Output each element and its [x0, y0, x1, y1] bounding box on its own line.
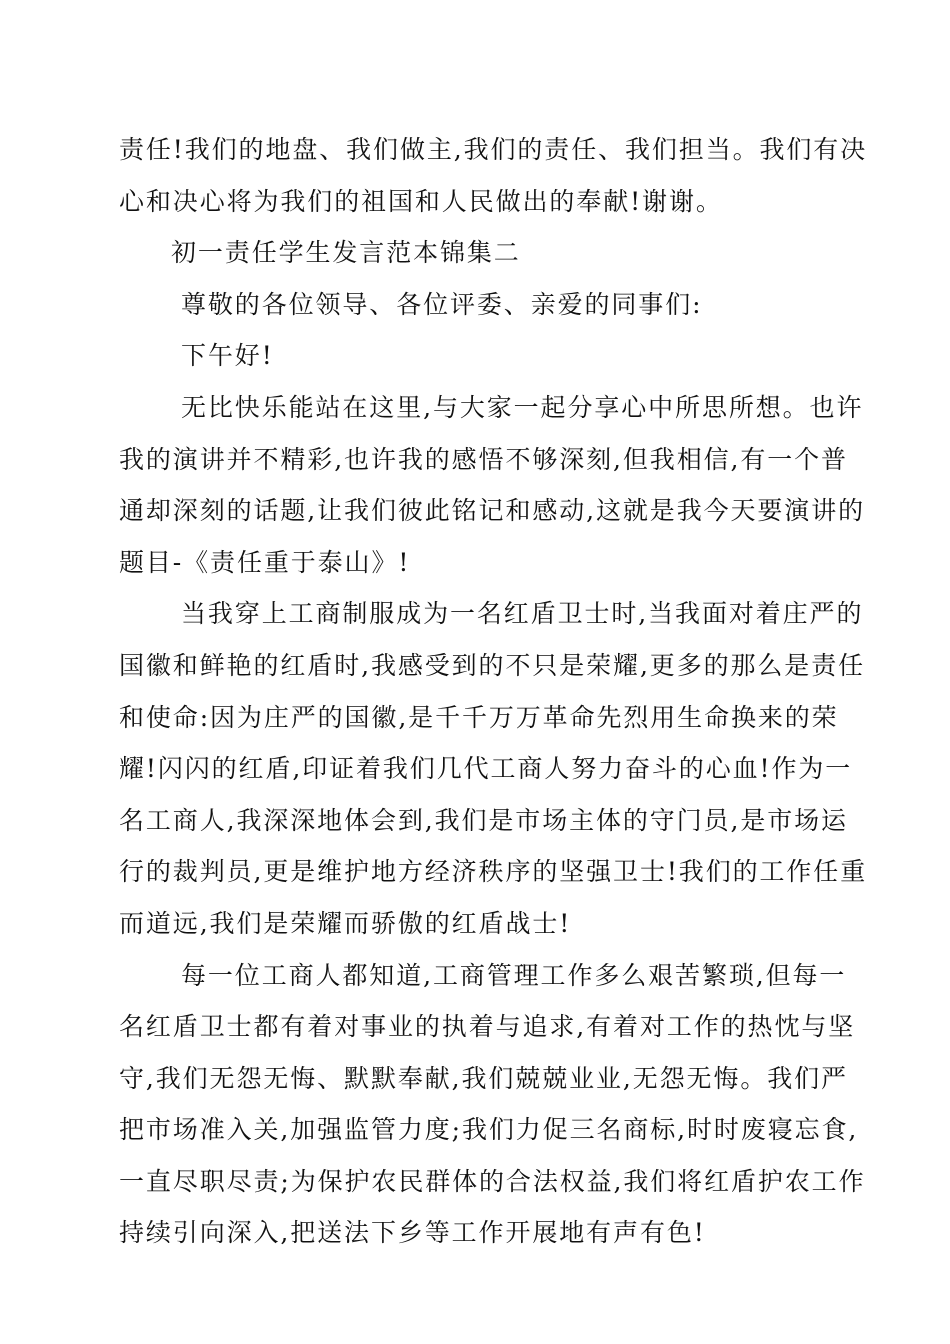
salutation: 尊敬的各位领导、各位评委、亲爱的同事们:: [181, 289, 703, 319]
text-line: 名工商人,我深深地体会到,我们是市场主体的守门员,是市场运: [119, 805, 848, 835]
greeting: 下午好!: [181, 341, 274, 371]
text-line: 名红盾卫士都有着对事业的执着与追求,有着对工作的热忱与坚: [119, 1012, 856, 1042]
text-line: 通却深刻的话题,让我们彼此铭记和感动,这就是我今天要演讲的: [119, 496, 865, 526]
text-line: 守,我们无怨无悔、默默奉献,我们兢兢业业,无怨无悔。我们严: [119, 1063, 848, 1093]
document-body: [119, 124, 868, 1259]
text-line: 题目-《责任重于泰山》!: [119, 547, 411, 577]
text-line: 每一位工商人都知道,工商管理工作多么艰苦繁琐,但每一: [181, 960, 847, 990]
text-line: 无比快乐能站在这里,与大家一起分享心中所思所想。也许: [181, 392, 864, 422]
text-line: 行的裁判员,更是维护地方经济秩序的坚强卫士!我们的工作任重: [119, 857, 868, 887]
text-line: 我的演讲并不精彩,也许我的感悟不够深刻,但我相信,有一个普: [119, 444, 848, 474]
text-line: 心和决心将为我们的祖国和人民做出的奉献!谢谢。: [119, 186, 723, 216]
section-heading: 初一责任学生发言范本锦集二: [171, 238, 521, 268]
text-line: 和使命:因为庄严的国徽,是千千万万革命先烈用生命换来的荣: [119, 702, 839, 732]
text-line: 国徽和鲜艳的红盾时,我感受到的不只是荣耀,更多的那么是责任: [119, 650, 865, 680]
text-line: 把市场准入关,加强监管力度;我们力促三名商标,时时废寝忘食,: [119, 1115, 859, 1145]
text-line: 责任!我们的地盘、我们做主,我们的责任、我们担当。我们有决: [119, 135, 868, 164]
text-line: 而道远,我们是荣耀而骄傲的红盾战士!: [119, 908, 572, 938]
text-line: 持续引向深入,把送法下乡等工作开展地有声有色!: [119, 1218, 706, 1248]
text-line: 一直尽职尽责;为保护农民群体的合法权益,我们将红盾护农工作: [119, 1166, 866, 1196]
text-line: 当我穿上工商制服成为一名红盾卫士时,当我面对着庄严的: [181, 599, 864, 629]
text-line: 耀!闪闪的红盾,印证着我们几代工商人努力奋斗的心血!作为一: [119, 754, 853, 784]
